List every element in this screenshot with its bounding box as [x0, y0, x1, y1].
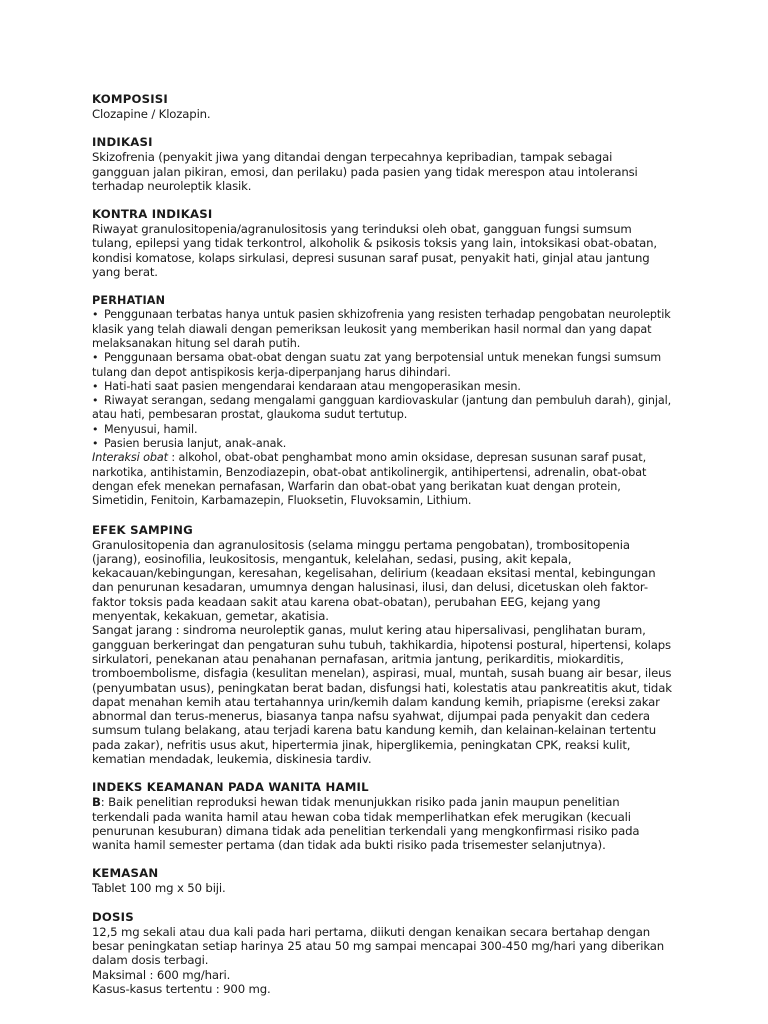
indikasi-heading: INDIKASI: [92, 135, 153, 150]
perhatian-bullet: [92, 308, 672, 351]
perhatian-bullet-text: Pasien berusia lanjut, anak-anak.: [104, 437, 287, 451]
efek-samping-text: Granulositopenia dan agranulositosis (selama minggu pertama pengobatan), trombositopenia (jarang), eosinofilia, leukositosis, mengantuk, kelelahan, sedasi, pusing, akit kepala, kekacauan/kebingungan, keresahan, kegelisahan, delirium (keadaan eksitasi mental, kebingungan dan penurunan kesadaran, umumnya dengan halusinasi, ilusi, dan delusi, dicetuskan oleh faktor-faktor toksis pada keadaan sakit atau karena obat-obatan), perubahan EEG, kejang yang menyentak, kekakuan, gemetar, akatisia.: [92, 537, 656, 624]
dosis-maksimal: Maksimal : 600 mg/hari.: [92, 967, 231, 982]
bullet-mark: •: [92, 308, 99, 322]
perhatian-heading: PERHATIAN: [92, 294, 166, 308]
perhatian-bullet-text: Penggunaan bersama obat-obat dengan suatu zat yang berpotensial untuk menekan fungsi sumsum tulang dan depot antispikosis kerja-diperpanjang harus dihindari.: [92, 351, 662, 379]
kontra-indikasi-heading: KONTRA INDIKASI: [92, 207, 213, 222]
bullet-mark: •: [92, 394, 99, 408]
dosis-heading: DOSIS: [92, 909, 134, 924]
section-kontra-indikasi: [92, 207, 672, 279]
interaksi-obat-label: Interaksi obat: [92, 451, 168, 465]
perhatian-bullet-text: Menyusui, hamil.: [104, 422, 198, 436]
perhatian-bullet: [92, 437, 672, 451]
bullet-mark: •: [92, 422, 99, 436]
kemasan-text: Tablet 100 mg x 50 biji.: [92, 881, 226, 896]
perhatian-bullet-text: Penggunaan terbatas hanya untuk pasien skhizofrenia yang resisten terhadap pengobatan neuroleptik klasik yang telah diawali dengan pemeriksan leukosit yang memberikan hasil normal dan yang dapat melaksanakan hitung sel darah putih.: [92, 308, 671, 350]
komposisi-heading: KOMPOSISI: [92, 92, 168, 106]
interaksi-obat-text: : alkohol, obat-obat penghambat mono amin oksidase, depresan susunan saraf pusat, narkotika, antihistamin, Benzodiazepin, obat-obat antikolinergik, antihipertensi, adrenalin, obat-obat dengan efek menekan pernafasan, Warfarin dan obat-obat yang berikatan kuat dengan protein, Simetidin, Fenitoin, Karbamazepin, Fluoksetin, Fluvoksamin, Lithium.: [92, 451, 647, 508]
document-body: [92, 92, 672, 1010]
section-indikasi: [92, 135, 672, 193]
indeks-keamanan-text: [92, 795, 672, 852]
section-dosis: [92, 910, 672, 996]
perhatian-bullet: [92, 423, 672, 437]
perhatian-bullet-text: Riwayat serangan, sedang mengalami gangguan kardiovaskular (jantung dan pembuluh darah), ginjal, atau hati, pembesaran prostat, glaukoma sudut tertutup.: [92, 394, 672, 422]
indeks-keamanan-body: : Baik penelitian reproduksi hewan tidak menunjukkan risiko pada janin maupun penelitian terkendali pada wanita hamil atau hewan coba tidak memperlihatkan efek merugikan (kecuali penurunan kesuburan) dimana tidak ada penelitian terkendali yang mengkonfirmasi risiko pada wanita hamil semester pertama (dan tidak ada bukti risiko pada trisemester selanjutnya).: [92, 795, 640, 853]
pregnancy-category: B: [92, 795, 101, 810]
perhatian-bullet: [92, 351, 672, 380]
perhatian-bullet-text: Hati-hati saat pasien mengendarai kendaraan atau mengoperasikan mesin.: [104, 379, 521, 393]
section-perhatian: [92, 293, 672, 508]
perhatian-bullet: [92, 380, 672, 394]
kontra-indikasi-text: Riwayat granulositopenia/agranulositosis yang terinduksi oleh obat, gangguan fungsi sumsum tulang, epilepsi yang tidak terkontrol, alkoholik & psikosis toksis yang lain, intoksikasi obat-obatan, kondisi komatose, kolaps sirkulasi, depresi susunan saraf pusat, penyakit hati, ginjal atau jantung yang berat.: [92, 222, 657, 280]
bullet-mark: •: [92, 379, 99, 393]
section-indeks-keamanan: [92, 780, 672, 852]
indeks-keamanan-heading: INDEKS KEAMANAN PADA WANITA HAMIL: [92, 780, 369, 795]
indikasi-text: Skizofrenia (penyakit jiwa yang ditandai dengan terpecahnya kepribadian, tampak sebagai gangguan jalan pikiran, emosi, dan perilaku) pada pasien yang tidak merespon atau intoleransi terhadap neuroleptik klasik.: [92, 150, 638, 193]
bullet-mark: •: [92, 351, 99, 365]
section-kemasan: [92, 866, 672, 895]
perhatian-bullet: [92, 394, 672, 423]
interaksi-obat: [92, 451, 672, 508]
section-efek-samping: [92, 523, 672, 767]
dosis-kasus-tertentu: Kasus-kasus tertentu : 900 mg.: [92, 981, 271, 996]
bullet-mark: •: [92, 437, 99, 451]
section-komposisi: [92, 92, 672, 121]
efek-samping-sangat-jarang: Sangat jarang : sindroma neuroleptik ganas, mulut kering atau hipersalivasi, penglihatan buram, gangguan berkeringat dan pengaturan suhu tubuh, takhikardia, hipotensi postural, hipertensi, kolaps sirkulatori, penekanan atau penahanan pernafasan, aritmia jantung, perikarditis, miokarditis, tromboembolisme, disfagia (kesulitan menelan), aspirasi, mual, muntah, susah buang air besar, ileus (penyumbatan usus), peningkatan berat badan, disfungsi hati, kolestatis atau pankreatitis akut, tidak dapat menahan kemih atau tertahannya urin/kemih dalam kandung kemih, priapisme (ereksi zakar abnormal dan terus-menerus, biasanya tanpa nafsu syahwat, dijumpai pada penyakit dan cedera sumsum tulang belakang, atau terjadi karena batu kandung kemih, dan kelainan-kelainan tertentu pada zakar), nefritis usus akut, hipertermia jinak, hiperglikemia, peningkatan CPK, reaksi kulit, kematian mendadak, leukemia, diskinesia tardiv.: [92, 623, 672, 766]
dosis-text: 12,5 mg sekali atau dua kali pada hari pertama, diikuti dengan kenaikan secara bertahap dengan besar peningkatan setiap harinya 25 atau 50 mg sampai mencapai 300-450 mg/hari yang diberikan dalam dosis terbagi.: [92, 924, 665, 968]
kemasan-heading: KEMASAN: [92, 866, 159, 881]
komposisi-text: Clozapine / Klozapin.: [92, 107, 211, 121]
efek-samping-heading: EFEK SAMPING: [92, 522, 193, 537]
